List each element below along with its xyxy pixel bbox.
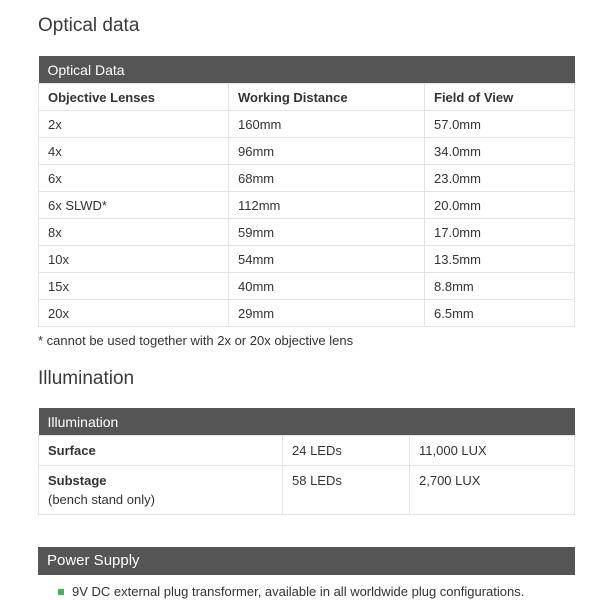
table-row	[39, 138, 575, 165]
illumination-label-text: Surface	[48, 443, 96, 458]
table-header-row	[39, 84, 575, 111]
illumination-lux: 2,700 LUX	[410, 466, 575, 515]
table-row	[39, 466, 575, 515]
distance-cell: 160mm	[229, 111, 425, 138]
table-row	[39, 246, 575, 273]
table-row	[39, 192, 575, 219]
lens-cell: 15x	[39, 273, 229, 300]
table-row	[39, 300, 575, 327]
lens-cell: 6x	[39, 165, 229, 192]
distance-cell: 40mm	[229, 273, 425, 300]
lens-cell: 10x	[39, 246, 229, 273]
distance-cell: 112mm	[229, 192, 425, 219]
distance-cell: 68mm	[229, 165, 425, 192]
header-field-of-view: Field of View	[425, 84, 575, 111]
illumination-table	[38, 408, 575, 515]
header-working-distance: Working Distance	[229, 84, 425, 111]
illumination-lux: 11,000 LUX	[410, 436, 575, 466]
illumination-section-title: Illumination	[38, 368, 135, 389]
header-objective-lenses: Objective Lenses	[39, 84, 229, 111]
fov-cell: 34.0mm	[425, 138, 575, 165]
illumination-leds: 24 LEDs	[283, 436, 410, 466]
power-supply-caption: Power Supply	[38, 547, 575, 575]
distance-cell: 54mm	[229, 246, 425, 273]
distance-cell: 96mm	[229, 138, 425, 165]
optical-section-title: Optical data	[38, 15, 140, 36]
fov-cell: 23.0mm	[425, 165, 575, 192]
lens-cell: 8x	[39, 219, 229, 246]
optical-data-table	[38, 56, 575, 327]
square-bullet-icon	[58, 589, 64, 595]
fov-cell: 6.5mm	[425, 300, 575, 327]
illumination-label	[39, 436, 283, 466]
table-row	[39, 165, 575, 192]
distance-cell: 29mm	[229, 300, 425, 327]
power-supply-list	[58, 584, 524, 599]
power-item-text: 9V DC external plug transformer, available in all worldwide plug configurations.	[72, 584, 525, 599]
table-row	[39, 219, 575, 246]
optical-footnote: * cannot be used together with 2x or 20x objective lens	[38, 333, 354, 348]
table-row	[39, 111, 575, 138]
illumination-leds: 58 LEDs	[283, 466, 410, 515]
lens-cell: 4x	[39, 138, 229, 165]
table-row	[39, 436, 575, 466]
fov-cell: 17.0mm	[425, 219, 575, 246]
optical-table-caption: Optical Data	[39, 56, 575, 84]
table-row	[39, 273, 575, 300]
distance-cell: 59mm	[229, 219, 425, 246]
lens-cell: 20x	[39, 300, 229, 327]
list-item	[58, 584, 524, 599]
illumination-sub-note: (bench stand only)	[48, 492, 155, 507]
illumination-label	[39, 466, 283, 515]
illumination-table-caption: Illumination	[39, 408, 575, 436]
fov-cell: 8.8mm	[425, 273, 575, 300]
illumination-label-text: Substage	[48, 473, 107, 488]
lens-cell: 6x SLWD*	[39, 192, 229, 219]
fov-cell: 20.0mm	[425, 192, 575, 219]
fov-cell: 13.5mm	[425, 246, 575, 273]
fov-cell: 57.0mm	[425, 111, 575, 138]
lens-cell: 2x	[39, 111, 229, 138]
